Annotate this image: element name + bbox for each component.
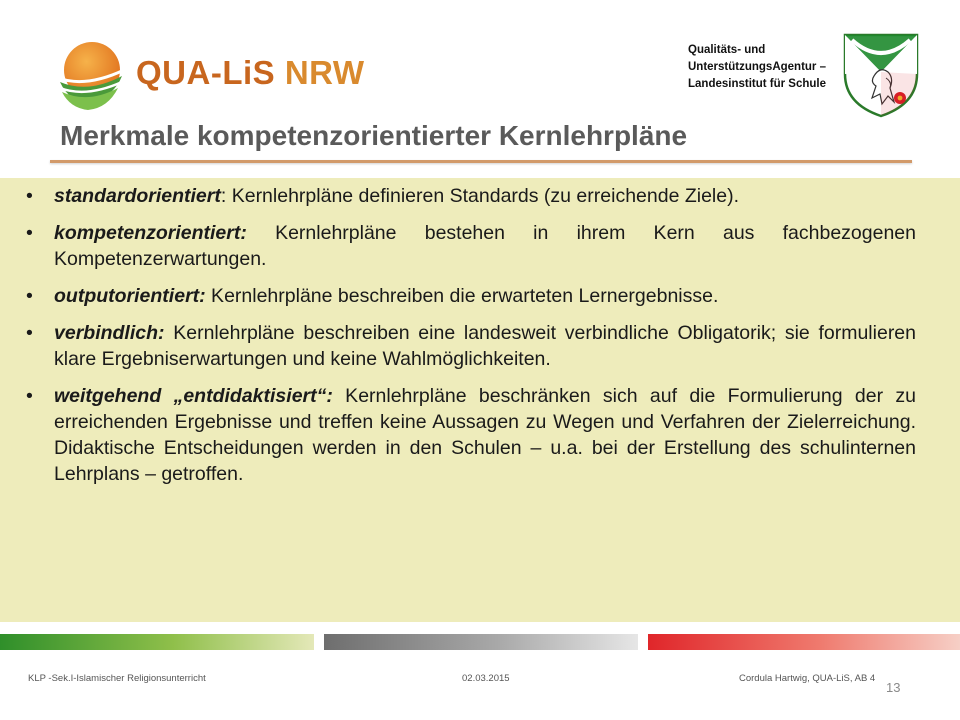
bullet-text: Kernlehrpläne definieren Standards (zu erreichende Ziele). [226, 185, 740, 207]
bullet-list [24, 183, 916, 498]
bullet-text: Kernlehrpläne beschränken sich auf die Formulierung der zu erreichenden Ergebnisse und treffen keine Aussagen zu Wegen und Verfahren der Zielerreichung. Didaktische Entscheidungen werden in den Schulen – u.a. bei der Erstellung des schulinternen Lehrplans – getroffen. [54, 385, 916, 485]
bullet-term: standardorientiert [54, 185, 221, 207]
qualis-logo-mark-icon [52, 38, 128, 114]
bullet-marker: • [26, 385, 33, 407]
logo-text-qualis: QUA-LiS [136, 54, 276, 91]
logo-text-nrw: NRW [284, 54, 365, 91]
footer-stripes [0, 634, 960, 650]
bullet-marker: • [26, 222, 33, 244]
bullet-marker: • [26, 285, 33, 307]
footer-date: 02.03.2015 [462, 673, 510, 684]
stripe-red [648, 634, 960, 650]
bullet-term: outputorientiert: [54, 285, 206, 307]
agency-line-1: Qualitäts- und [688, 44, 766, 56]
page-number: 13 [886, 680, 901, 695]
title-divider [50, 160, 912, 163]
bullet-item [24, 220, 916, 272]
bullet-text: Kernlehrpläne beschreiben die erwarteten Lernergebnisse. [205, 285, 719, 307]
bullet-text: Kernlehrpläne beschreiben eine landesweit verbindliche Obligatorik; sie formulieren klare Ergebniserwartungen und keine Wahlmöglichkeiten. [54, 322, 916, 370]
bullet-term: weitgehend „entdidaktisiert“: [54, 385, 333, 407]
stripe-gray [324, 634, 638, 650]
content-panel [0, 178, 960, 622]
agency-line-3: Landesinstitut für Schule [688, 78, 827, 90]
bullet-marker: • [26, 322, 33, 344]
bullet-item [24, 283, 916, 309]
bullet-item [24, 183, 916, 209]
slide-title: Merkmale kompetenzorientierter Kernlehrpläne [60, 120, 688, 151]
bullet-separator: : [220, 185, 227, 207]
qualis-logo [48, 38, 365, 118]
stripe-green [0, 634, 314, 650]
qualis-logo-text [136, 54, 365, 92]
bullet-text: Kernlehrpläne bestehen in ihrem Kern aus fachbezogenen Kompetenzerwartungen. [54, 222, 916, 270]
bullet-term: verbindlich: [54, 322, 165, 344]
footer-author: Cordula Hartwig, QUA-LiS, AB 4 [739, 673, 876, 684]
bullet-item [24, 320, 916, 372]
bullet-term: kompetenzorientiert: [54, 222, 247, 244]
nrw-crest-icon [842, 32, 920, 118]
footer-course: KLP -Sek.I-Islamischer Religionsunterricht [28, 673, 206, 684]
agency-line-2: UnterstützungsAgentur – [688, 61, 826, 73]
agency-name [688, 42, 838, 93]
bullet-item [24, 383, 916, 487]
bullet-marker: • [26, 185, 33, 207]
